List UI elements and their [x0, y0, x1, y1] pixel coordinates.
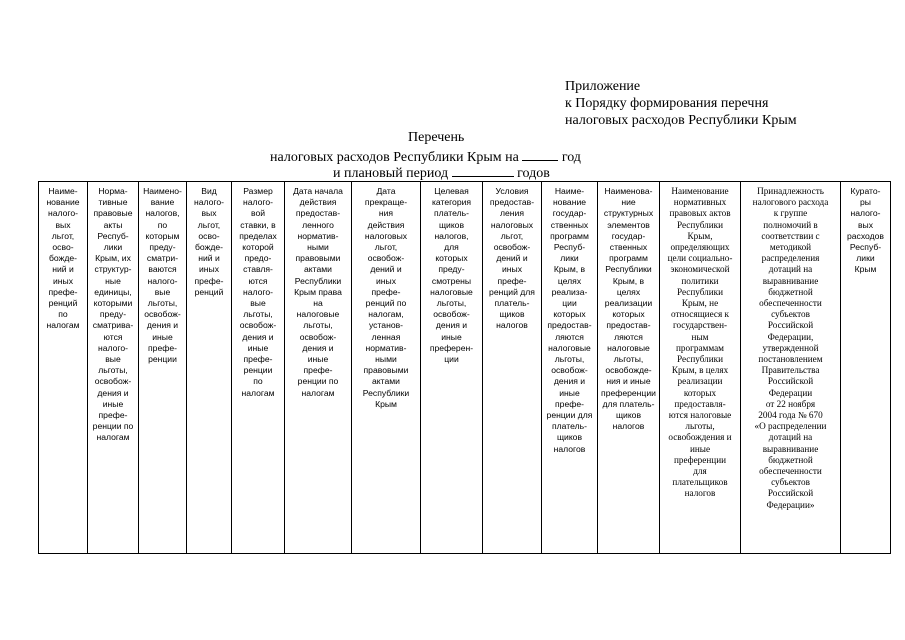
table-header-row — [39, 182, 891, 554]
appendix-block — [565, 78, 885, 129]
column-header: Дата прекраще- ния действия налоговых льгот, освобож- дений и иных префе- ренций по налогам, установ- ленная норматив- ными правовыми актами Республики Крым — [352, 182, 421, 554]
subtitle-year-suffix: год — [561, 150, 581, 165]
document-title: Перечень — [408, 130, 465, 145]
column-header: Норма- тивные правовые акты Респуб- лики Крым, их структур- ные единицы, которыми преду- сматрива- ются налого- вые льготы, освобож- дения и иные префе- ренции по налогам — [88, 182, 139, 554]
column-header: Условия предостав- ления налоговых льгот, освобож- дений и иных префе- ренций для платель- щиков налогов — [483, 182, 542, 554]
document-subtitle-year — [270, 148, 581, 165]
subtitle-period-suffix: годов — [517, 166, 550, 181]
column-header: Наименова- ние структурных элементов государ- ственных программ Республики Крым, в целях реализации которых предостав- ляются налоговые льготы, освобожде- ния и иные преференции для платель- щиков налогов — [598, 182, 660, 554]
column-header: Вид налого- вых льгот, осво- божде- ний и иных префе- ренций — [187, 182, 232, 554]
column-header: Наиме- нование налого- вых льгот, осво- божде- ний и иных префе- ренций по налогам — [39, 182, 88, 554]
appendix-subtitle-line-2: налоговых расходов Республики Крым — [565, 113, 797, 128]
subtitle-year-prefix: налоговых расходов Республики Крым на — [270, 150, 519, 165]
column-header: Принадлежность налогового расхода к группе полномочий в соответствии с методикой распределения дотаций на выравнивание бюджетной обеспеченности субъектов Российской Федерации, утвержденной постановлением Правительства Российской Федерации от 22 ноября 2004 года № 670 «О распределении дотаций на выравнивание бюджетной обеспеченности субъектов Российской Федерации» — [741, 182, 841, 554]
tax-expenditures-table — [38, 181, 891, 554]
subtitle-period-prefix: и плановый период — [333, 166, 449, 181]
period-blank-field — [452, 164, 514, 177]
appendix-subtitle-line-1: к Порядку формирования перечня — [565, 96, 769, 111]
column-header: Целевая категория платель- щиков налогов, для которых преду- смотрены налоговые льготы, освобож- дения и иные преферен- ции — [421, 182, 483, 554]
column-header: Размер налого- вой ставки, в пределах которой предо- ставля- ются налого- вые льготы, освобож- дения и иные префе- ренции по налогам — [232, 182, 285, 554]
year-blank-field — [522, 148, 558, 161]
column-header: Наименование нормативных правовых актов Республики Крым, определяющих цели социально- экономической политики Республики Крым, не относящиеся к государствен- ным программам Республики Крым, в целях реализации которых предоставля- ются налоговые льготы, освобождения и иные преференции для плательщиков налогов — [660, 182, 741, 554]
document-subtitle-period — [333, 164, 550, 181]
appendix-title: Приложение — [565, 79, 641, 94]
column-header: Наимено- вание налогов, по которым преду- сматри- ваются налого- вые льготы, освобож- дения и иные префе- ренции — [139, 182, 187, 554]
column-header: Дата начала действия предостав- ленного норматив- ными правовыми актами Республики Крым права на налоговые льготы, освобож- дения и иные префе- ренции по налогам — [285, 182, 352, 554]
column-header: Курато- ры налого- вых расходов Респуб- лики Крым — [841, 182, 891, 554]
column-header: Наиме- нование государ- ственных программ Респуб- лики Крым, в целях реализа- ции которых предостав- ляются налоговые льготы, освобож- дения и иные префе- ренции для платель- щиков налогов — [542, 182, 598, 554]
